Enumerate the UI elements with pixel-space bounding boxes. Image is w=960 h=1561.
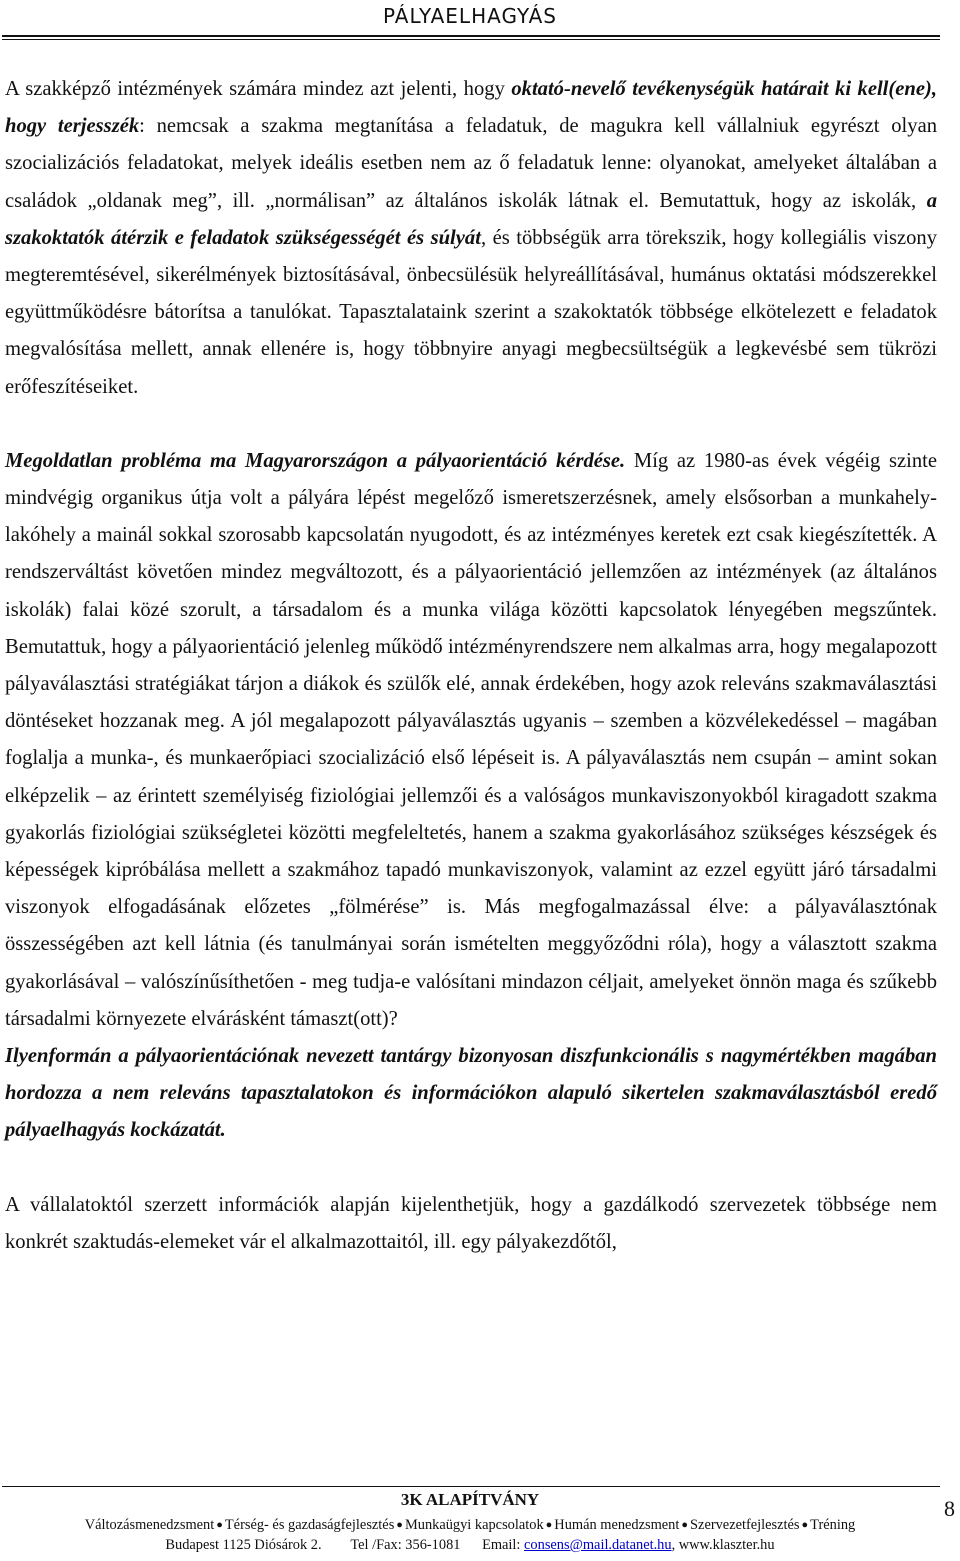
text-span: , és többségük arra törekszik, hogy kollegiális viszony megteremtésével, sikerélmények biztosításával, önbecsülésük helyreállításával, humánus oktatási módszerekkel együttműködésre bátorítsa a tanulókat. — [5, 226, 937, 324]
footer-service-item: Tréning — [810, 1517, 856, 1533]
footer-email-label: Email: — [482, 1537, 521, 1553]
emphasis-text: a szakoktatók átérzik e feladatok szükségességét és súlyát — [5, 189, 937, 249]
page-header-title: PÁLYAELHAGYÁS — [383, 4, 557, 28]
paragraph-career-orientation — [5, 443, 937, 1038]
text-span: Tapasztalataink szerint a szakoktatók többsége elkötelezett e feladatok megvalósítása mellett, annak ellenére is, hogy többnyire anyagi megbecsültségük a legkevésbé sem tükrözi erőfeszítéseiket. — [5, 301, 937, 398]
footer-address: Budapest 1125 Diósárok 2. — [165, 1537, 322, 1553]
paragraph-companies — [5, 1187, 937, 1261]
footer-service-item: Munkaügyi kapcsolatok — [404, 1517, 544, 1533]
text-span: A vállalatoktól szerzett információk alapján kijelenthetjük, hogy a gazdálkodó szervezetek többsége nem konkrét szaktudás-elemeket vár el alkalmazottaitól, ill. egy pályakezdőtől, — [5, 1193, 937, 1253]
page-number: 8 — [944, 1496, 955, 1521]
footer-contact — [0, 1537, 940, 1554]
bullet-icon: ● — [681, 1519, 689, 1531]
footer-service-item: Térség- és gazdaságfejlesztés — [224, 1517, 395, 1533]
footer-services — [0, 1517, 940, 1534]
footer-website: , www.klaszter.hu — [671, 1537, 775, 1553]
text-span: A szakképző intézmények számára mindez azt jelenti, hogy — [5, 78, 512, 100]
text-span: : nemcsak a szakma megtanítása a feladatuk, de magukra kell vállalniuk egyrészt olyan szocializációs feladatokat, melyek ideális esetben nem az ő feladatuk lenne: olyanokat, amelyeket általában a családok „oldanak meg”, ill. „normálisan” az általános iskolák látnak el. — [5, 115, 938, 212]
footer-phone: Tel /Fax: 356-1081 — [350, 1537, 461, 1553]
text-span: Míg az 1980-as évek végéig szinte mindvégig organikus útja volt a pályára lépést megelőző ismeretszerzésnek, amely elsősorban a munkahely-lakóhely a mainál sokkal szorosabb kapcsolatán nyugodott, és az intézményes keretek ezt csak kiegészítették. A rendszerváltást követően mindez megváltozott, és a pályaorientáció jellemzően az intézmények (az általános iskolák) falai közé szorult, a társadalom és a munka világa közötti kapcsolatok lényegében megszűntek. Bemutattuk, hogy a pályaorientáció jelenleg működő intézményrendszere nem alkalmas arra, hogy megalapozott pályaválasztási stratégiákat tárjon a diákok és szülők elé, annak érdekében, hogy azok releváns szakmaválasztási döntéseket hozzanak meg. A jól megalapozott pályaválasztás ugyanis – szemben a közvélekedéssel – magában foglalja a munka-, és munkaerőpiaci szocializáció első lépéseit is. A pályaválasztás nem csupán – amint sokan elképzelik – az érintett személyiség fiziológiai jellemzői és a valóságos munkaviszonyokból kiragadott szakma gyakorlás fiziológiai szükségletei közötti megfeleltetés, hanem a szakma gyakorlásához szükséges készségek és képességek kipróbálása mellett a szakmához tapadó munkaviszonyok, valamint az ezzel együtt járó társadalmi viszonyok elfogadásának előzetes „fölmérése” is. Más megfogalmazással élve: a pályaválasztónak összességében azt kell látnia (és tanulmányai során ismételten meggyőződni róla), hogy a választott szakma gyakorlásával – valószínűsíthetően - meg tudja-e valósítani mindazon céljait, amelyeket önnön maga és szűkebb társadalmi környezete elvárásként támaszt(ott)? — [5, 449, 937, 1030]
bullet-icon: ● — [801, 1519, 809, 1531]
emphasis-text: oktató-nevelő tevékenységük határait ki kell(ene), hogy terjesszék — [5, 78, 937, 138]
bullet-icon: ● — [216, 1519, 223, 1531]
paragraph-spacer — [5, 406, 937, 443]
footer-email-link[interactable]: consens@mail.datanet.hu — [524, 1537, 672, 1553]
footer-service-item: Humán menedzsment — [554, 1517, 680, 1533]
header-divider-thin — [2, 39, 940, 40]
paragraph-school-tasks — [5, 71, 937, 406]
footer-service-item: Változásmenedzsment — [84, 1517, 215, 1533]
paragraph-spacer — [5, 1150, 937, 1187]
header-divider — [2, 35, 940, 37]
footer-title: 3K ALAPÍTVÁNY — [400, 1490, 540, 1509]
bullet-icon: ● — [545, 1519, 553, 1531]
footer-divider — [2, 1486, 940, 1487]
bullet-icon: ● — [396, 1519, 403, 1531]
emphasis-text: Megoldatlan probléma ma Magyarországon a pályaorientáció kérdése. — [5, 449, 626, 472]
emphasis-text: Ilyenformán a pályaorientációnak nevezett tantárgy bizonyosan diszfunkcionális s nagymértékben magában hordozza a nem releváns tapasztalatokon és információkon alapuló sikertelen szakmaválasztásból eredő pályaelhagyás kockázatát. — [5, 1045, 937, 1142]
text-span: Bemutattuk, hogy az iskolák, — [648, 189, 927, 212]
document-body — [5, 71, 937, 1261]
footer-service-item: Szervezetfejlesztés — [690, 1517, 800, 1533]
paragraph-conclusion — [5, 1038, 937, 1150]
